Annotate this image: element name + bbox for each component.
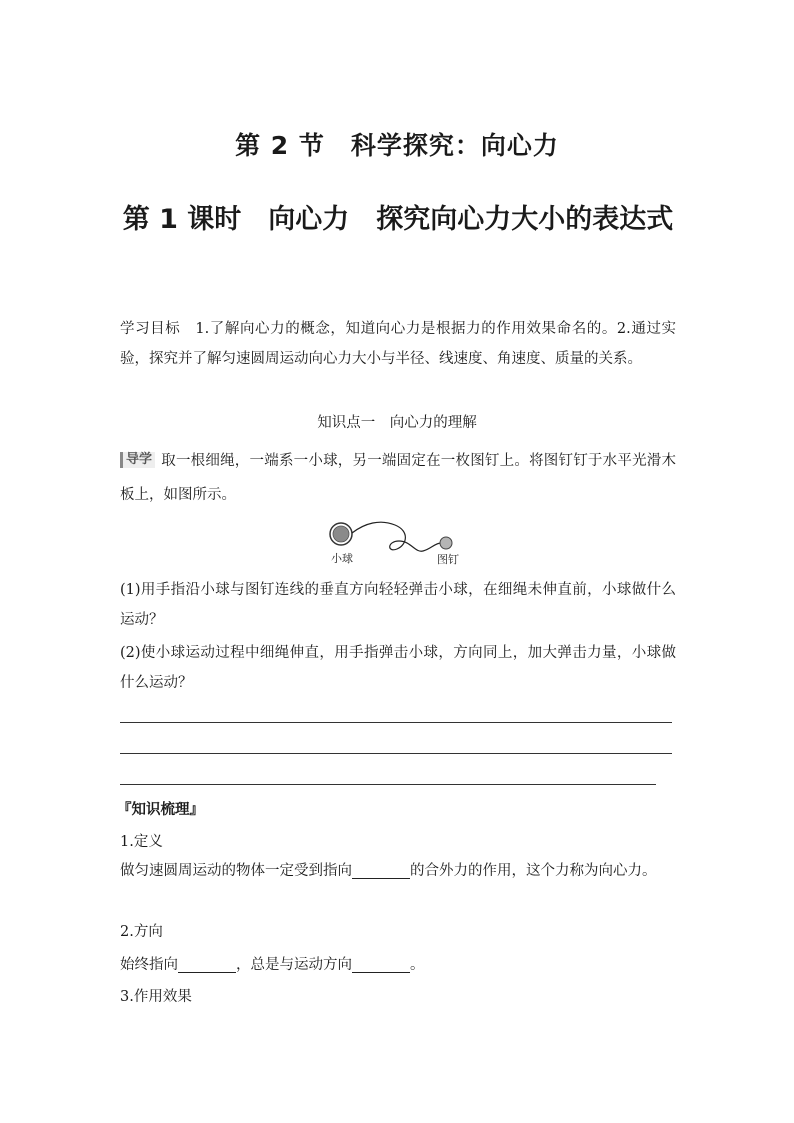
- fill-blank[interactable]: [178, 956, 236, 973]
- direction-part1: 始终指向: [120, 957, 178, 973]
- pin-label: 图钉: [437, 553, 459, 566]
- question-1: (1)用手指沿小球与图钉连线的垂直方向轻轻弹击小球，在细绳未伸直前，小球做什么运动？: [120, 582, 676, 628]
- fill-blank[interactable]: [352, 862, 410, 879]
- learning-objectives: 学习目标 1.了解向心力的概念，知道向心力是根据力的作用效果命名的。2.通过实验，探究并了解匀速圆周运动向心力大小与半径、线速度、角速度、质量的关系。: [120, 321, 676, 367]
- definition-text: [120, 856, 676, 886]
- direction-text: [120, 950, 425, 980]
- knowledge-summary-heading: 『知识梳理』: [117, 802, 204, 818]
- fill-blank[interactable]: [352, 956, 410, 973]
- effect-heading: 3.作用效果: [120, 989, 192, 1005]
- ball-and-pin-figure: [325, 515, 475, 571]
- question-2: (2)使小球运动过程中细绳伸直，用手指弹击小球，方向同上，加大弹击力量，小球做什么运动？: [120, 645, 676, 691]
- definition-after: 的合外力的作用，这个力称为向心力。: [410, 863, 657, 879]
- direction-heading: 2.方向: [120, 924, 163, 940]
- definition-heading: 1.定义: [120, 834, 163, 850]
- direction-end: 。: [410, 957, 425, 973]
- answer-line[interactable]: [120, 753, 672, 754]
- lesson-title: 第 1 课时 向心力 探究向心力大小的表达式: [122, 204, 674, 235]
- answer-line[interactable]: [120, 784, 656, 785]
- definition-before: 做匀速圆周运动的物体一定受到指向: [120, 863, 352, 879]
- direction-part2: ，总是与运动方向: [236, 957, 352, 973]
- guide-text: 取一根细绳，一端系一小球，另一端固定在一枚图钉上。将图钉钉于水平光滑木板上，如图所示。: [120, 453, 676, 503]
- guide-paragraph: [120, 444, 676, 512]
- ball-inner: [333, 526, 349, 542]
- knowledge-point-heading: 知识点一 向心力的理解: [317, 415, 477, 431]
- answer-line[interactable]: [120, 722, 672, 723]
- string-line: [352, 522, 441, 551]
- pin-circle: [440, 537, 452, 549]
- guide-badge: 导学: [120, 452, 155, 468]
- ball-label: 小球: [331, 552, 353, 565]
- section-title: 第 2 节 科学探究：向心力: [235, 131, 559, 160]
